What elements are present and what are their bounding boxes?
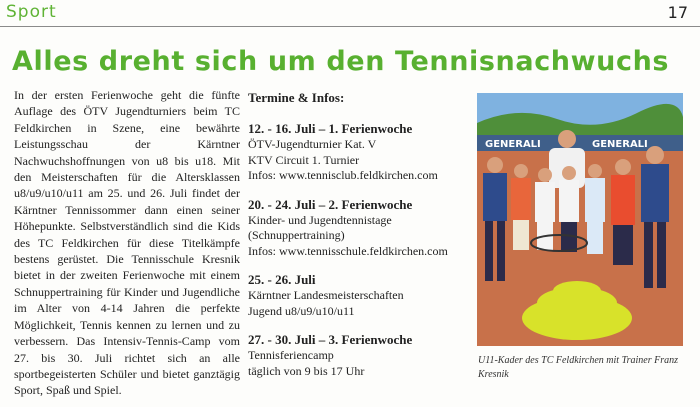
event-line: täglich von 9 bis 17 Uhr: [248, 363, 365, 378]
event-item: [248, 271, 458, 319]
page-number: 17: [667, 3, 688, 22]
event-item: [248, 196, 458, 260]
event-date: 25. - 26. Juli: [248, 272, 316, 287]
event-line: Tennisferiencamp: [248, 348, 334, 362]
header-divider: [0, 26, 700, 27]
termine-title: Termine & Infos:: [248, 90, 345, 105]
termine-box: [248, 90, 458, 391]
banner-text: GENERALI: [592, 139, 648, 150]
event-line: ÖTV-Jugendturnier Kat. V: [248, 137, 377, 151]
event-line: Kärntner Landesmeisterschaften: [248, 288, 404, 302]
page-header: [0, 0, 700, 30]
event-line: KTV Circuit 1. Turnier: [248, 152, 360, 167]
team-photo-illustration: [477, 93, 683, 346]
event-date: 20. - 24. Juli – 2. Ferienwoche: [248, 196, 413, 212]
article-headline: Alles dreht sich um den Tennisnachwuchs: [12, 46, 670, 77]
event-link[interactable]: Infos: www.tennisclub.feldkirchen.com: [248, 168, 438, 182]
article-body: In der ersten Ferienwoche geht die fünfte Auflage des ÖTV Jugendturniers beim TC Feldkirchen in Szene, eine bewährte Leistungsschau der Kärntner Nachwuchshoffnungen von u8 bis u18. Mit den Meisterschaften für die Altersklassen u8/u9/u10/u11 am 25. und 26. Juli findet der Kärntner Tennissommer dann einen seiner Höhepunkte. Selbstverständlich sind die Kids des TC Feldkirchen für diese Titelkämpfe bestens gerüstet. Die Tennisschule Kresnik bietet in der zweiten Ferienwoche mit einem Schnuppertraining für Kinder und Jugendliche im Alter von 4-14 Jahren die perfekte Möglichkeit, Tennis kennen zu lernen und zu verbessern. Das Intensiv-Tennis-Camp vom 27. bis 30. Juli richtet sich an alle sportbegeisterten Schüler und bietet ganztägig Sport, Spaß und Spiel.: [14, 88, 240, 398]
event-line: Kinder- und Jugendtennistage: [248, 212, 392, 227]
event-line: (Schnuppertraining): [248, 228, 345, 242]
event-item: [248, 120, 458, 184]
photo-caption: U11-Kader des TC Feldkirchen mit Trainer Franz Kresnik: [478, 355, 678, 380]
event-item: [248, 331, 458, 379]
event-line: Jugend u8/u9/u10/u11: [248, 303, 355, 318]
event-date: 12. - 16. Juli – 1. Ferienwoche: [248, 121, 413, 136]
section-label: Sport: [6, 2, 57, 22]
event-link[interactable]: Infos: www.tennisschule.feldkirchen.com: [248, 243, 448, 258]
event-date: 27. - 30. Juli – 3. Ferienwoche: [248, 332, 413, 347]
team-photo: [477, 93, 683, 346]
banner-text: GENERALI: [485, 139, 541, 150]
